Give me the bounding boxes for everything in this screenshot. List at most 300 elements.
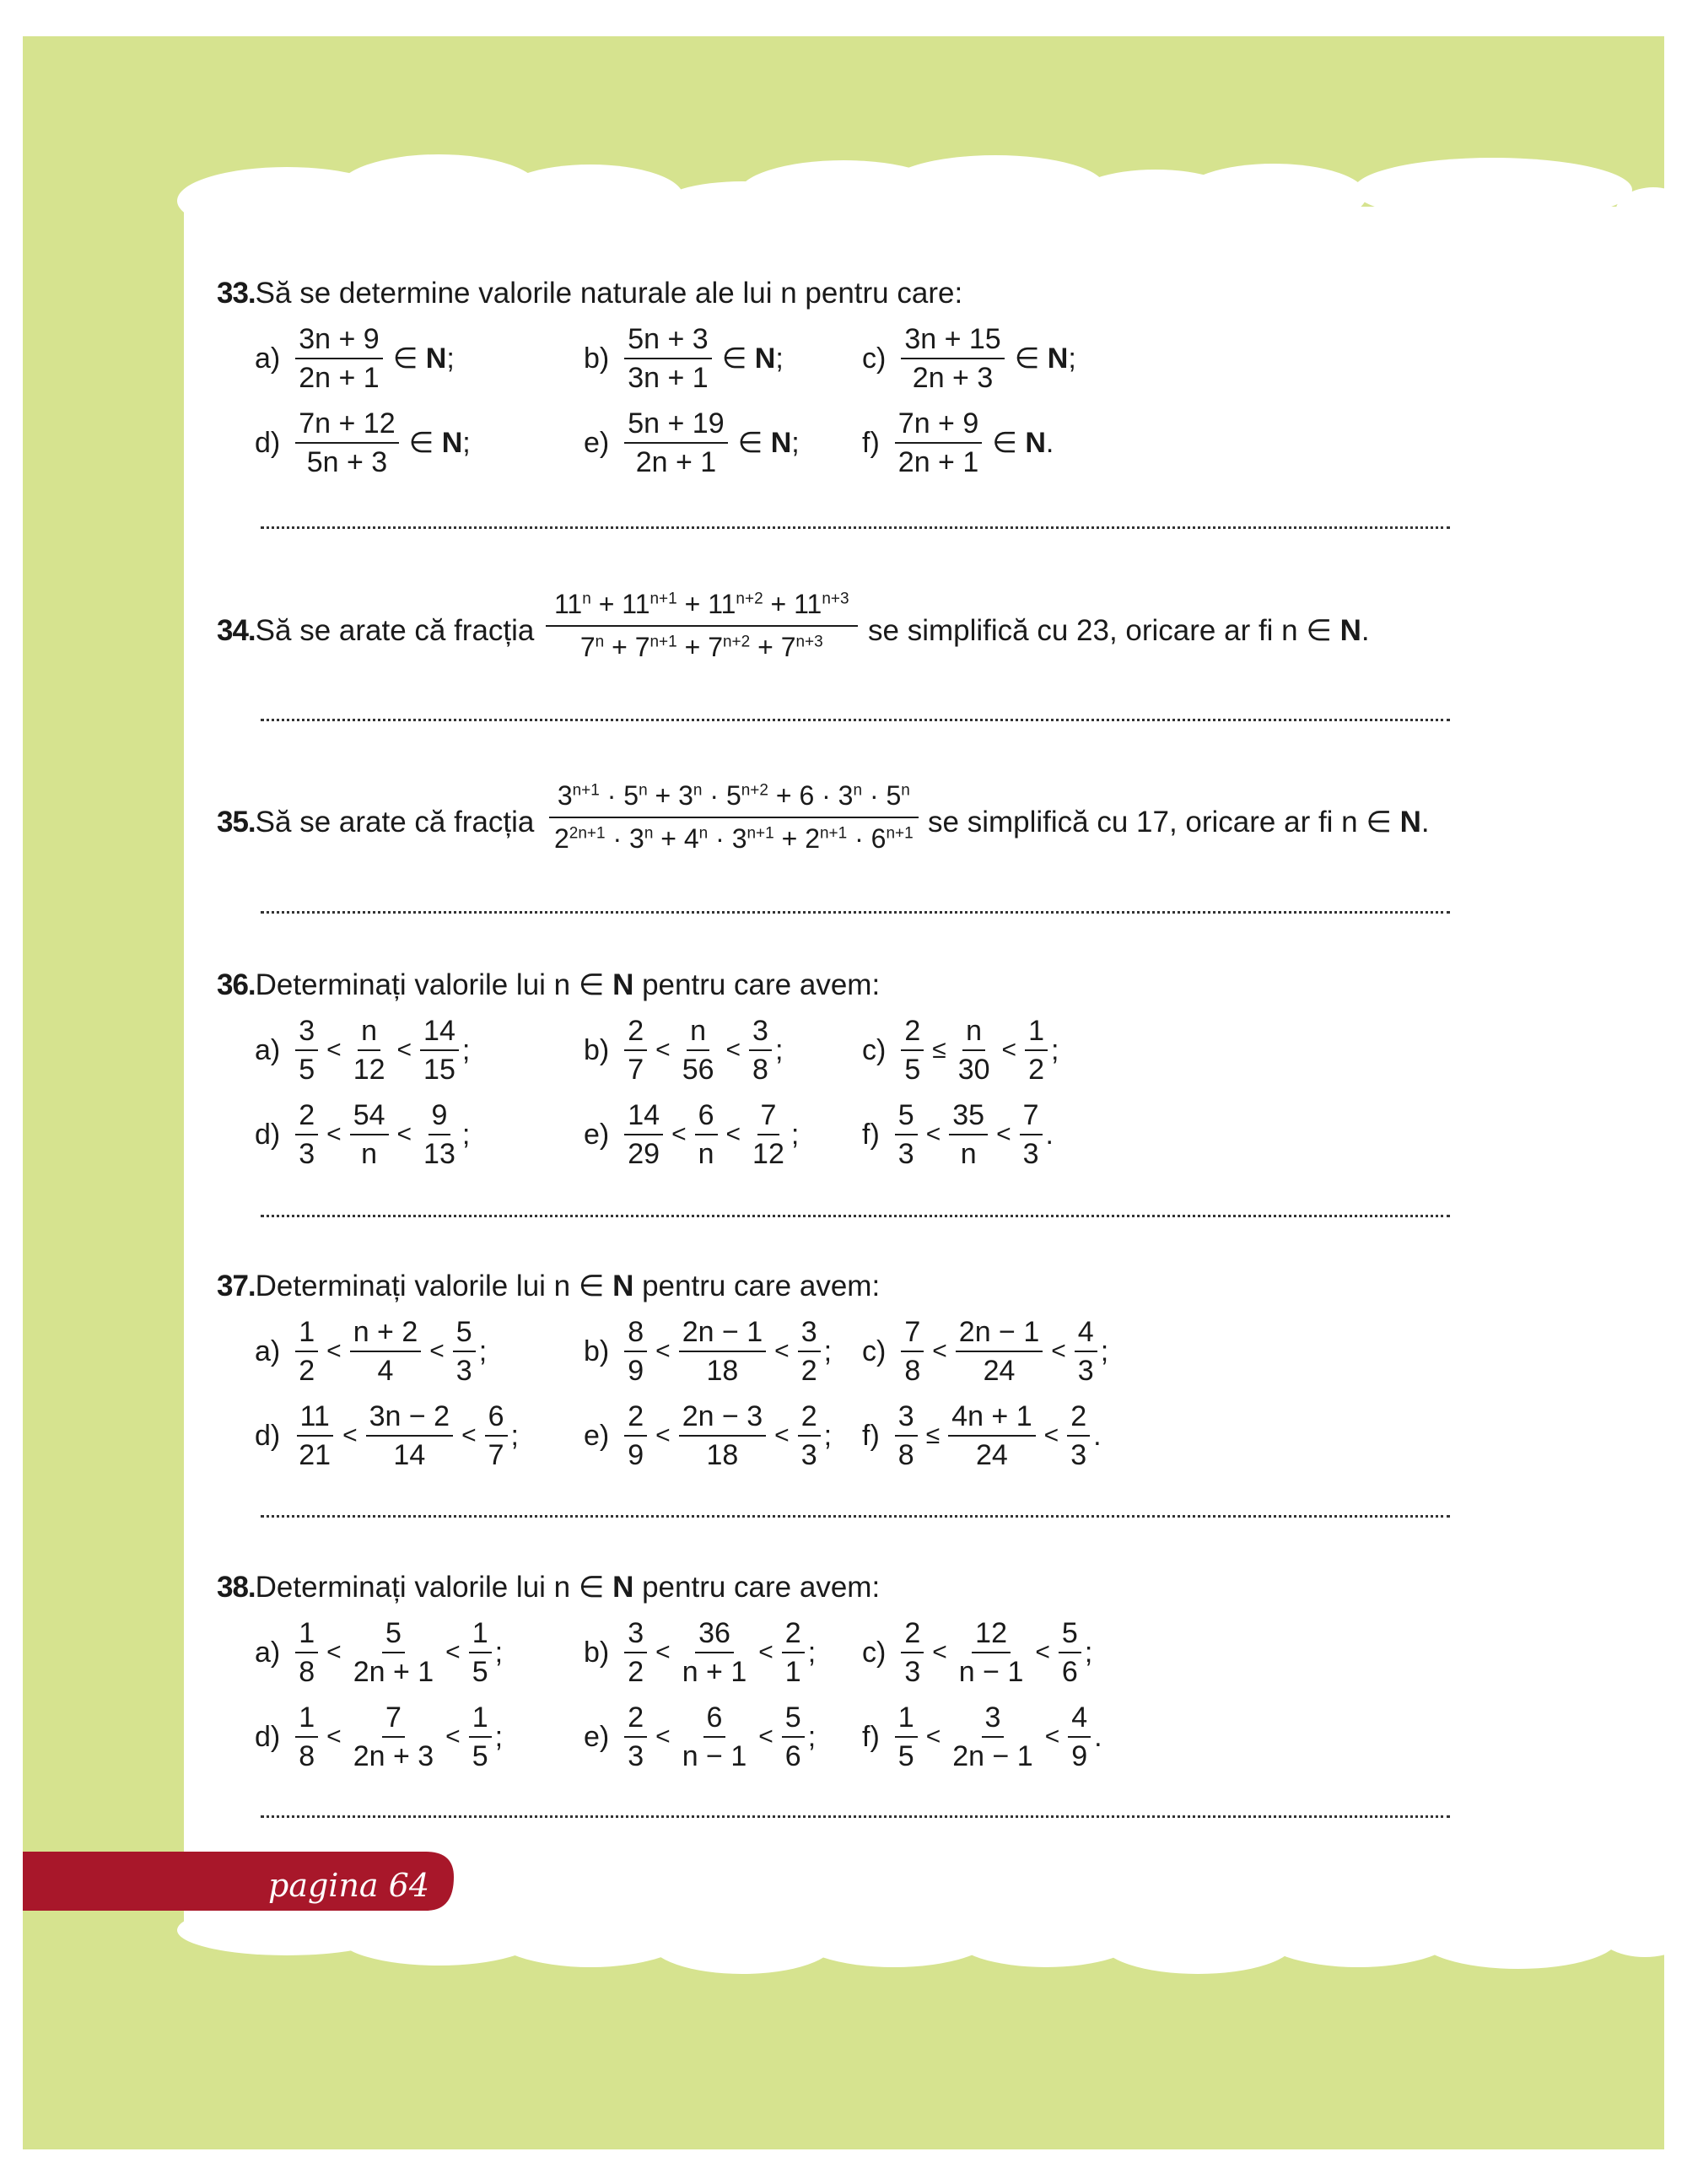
fraction-numerator: 1 bbox=[895, 1699, 918, 1738]
item-tail: ∈ N; bbox=[1014, 342, 1076, 375]
item-tail: . bbox=[1094, 1720, 1102, 1753]
item-tail: ; bbox=[807, 1720, 817, 1753]
operator: < bbox=[932, 1337, 947, 1365]
fraction-numerator: 5 bbox=[382, 1615, 405, 1653]
term-base: · 3 bbox=[708, 823, 747, 854]
item-label: f) bbox=[862, 426, 880, 459]
operator: < bbox=[1044, 1723, 1060, 1750]
term-base: · 3 bbox=[605, 823, 644, 854]
fraction-numerator: 5 bbox=[895, 1097, 918, 1135]
exercise-item bbox=[255, 1097, 470, 1173]
term-base: + 4 bbox=[653, 823, 699, 854]
fraction-denominator: 18 bbox=[706, 1355, 739, 1387]
fraction-numerator: 3 bbox=[749, 1012, 772, 1051]
fraction-numerator: 2 bbox=[624, 1398, 647, 1437]
answer-line bbox=[261, 1215, 1450, 1217]
exercise-33 bbox=[217, 277, 1482, 479]
fraction-denominator: 12 bbox=[752, 1138, 784, 1170]
fraction-denominator: n − 1 bbox=[682, 1740, 747, 1772]
operator: < bbox=[655, 1337, 671, 1365]
fraction-numerator: 35 bbox=[949, 1097, 988, 1135]
fraction-denominator: 7 bbox=[628, 1054, 644, 1086]
item-tail: ; bbox=[823, 1419, 833, 1452]
fraction bbox=[679, 1615, 751, 1691]
answer-line bbox=[261, 719, 1450, 721]
term-exponent: n bbox=[693, 781, 703, 800]
operator: < bbox=[1043, 1421, 1059, 1449]
term-base: + 11 bbox=[763, 589, 822, 619]
fraction-denominator: 8 bbox=[752, 1054, 768, 1086]
fraction-numerator: 6 bbox=[485, 1398, 508, 1437]
term-base: + 2 bbox=[773, 823, 820, 854]
fraction-denominator: 7 bbox=[488, 1439, 504, 1471]
fraction-denominator: 3 bbox=[299, 1138, 315, 1170]
fraction-numerator: 7 bbox=[382, 1699, 405, 1738]
fraction bbox=[949, 1699, 1036, 1775]
fraction-numerator: 3 bbox=[624, 1615, 647, 1653]
term-exponent: n+1 bbox=[886, 824, 914, 843]
operator: < bbox=[758, 1638, 773, 1666]
fraction bbox=[469, 1615, 492, 1691]
fraction bbox=[949, 1097, 988, 1173]
term-exponent: n+1 bbox=[572, 781, 600, 800]
item-label: f) bbox=[862, 1118, 880, 1151]
fraction-denominator: 2n + 1 bbox=[635, 446, 717, 478]
operator: < bbox=[326, 1723, 342, 1750]
answer-line bbox=[261, 1515, 1450, 1518]
fraction-numerator: n bbox=[687, 1012, 709, 1051]
fraction-numerator: 7n + 12 bbox=[295, 405, 398, 444]
fraction-numerator: 5 bbox=[453, 1313, 476, 1352]
fraction-denominator: 2 bbox=[299, 1355, 315, 1387]
answer-line bbox=[261, 526, 1450, 529]
fraction bbox=[679, 1012, 718, 1088]
item-label: d) bbox=[255, 426, 281, 459]
exercise-34 bbox=[217, 589, 1482, 698]
fraction bbox=[485, 1398, 508, 1474]
fraction bbox=[350, 1012, 389, 1088]
fraction-denominator: 2n + 3 bbox=[353, 1740, 434, 1772]
fraction-numerator: 2 bbox=[901, 1012, 924, 1051]
fraction-numerator: 1 bbox=[469, 1615, 492, 1653]
exercise-35-fraction bbox=[546, 780, 922, 855]
exercise-item bbox=[584, 1012, 783, 1088]
fraction-denominator: 12 bbox=[353, 1054, 385, 1086]
item-label: b) bbox=[584, 1636, 610, 1669]
item-tail: ; bbox=[478, 1335, 488, 1367]
fraction-denominator: 3 bbox=[904, 1656, 921, 1688]
fraction-numerator: 3n − 2 bbox=[366, 1398, 453, 1437]
fraction-numerator: 3 bbox=[982, 1699, 1005, 1738]
fraction-denominator: n bbox=[960, 1138, 977, 1170]
fraction bbox=[453, 1313, 476, 1389]
fraction-denominator: 4 bbox=[377, 1355, 394, 1387]
fraction-numerator: 7 bbox=[757, 1097, 780, 1135]
fraction-denominator: 3 bbox=[628, 1740, 644, 1772]
fraction-denominator: 6 bbox=[1061, 1656, 1078, 1688]
item-label: c) bbox=[862, 1636, 887, 1669]
operator: < bbox=[1051, 1337, 1066, 1365]
item-tail: ; bbox=[774, 1033, 784, 1066]
item-label: b) bbox=[584, 1033, 610, 1066]
fraction-numerator: 3 bbox=[895, 1398, 918, 1437]
item-tail: ; bbox=[494, 1720, 504, 1753]
fraction-denominator: 5 bbox=[472, 1656, 488, 1688]
fraction-numerator: 3 bbox=[798, 1313, 821, 1352]
term-exponent: n bbox=[698, 824, 709, 843]
operator: < bbox=[774, 1337, 790, 1365]
fraction bbox=[695, 1097, 718, 1173]
exercise-item bbox=[862, 1012, 1059, 1088]
term-base: · 5 bbox=[862, 780, 902, 811]
item-label: e) bbox=[584, 1720, 610, 1753]
fraction-denominator: 8 bbox=[299, 1656, 315, 1688]
operator: < bbox=[725, 1120, 741, 1148]
fraction-denominator: n bbox=[698, 1138, 714, 1170]
exercise-item bbox=[584, 405, 800, 481]
operator: < bbox=[655, 1638, 671, 1666]
fraction-denominator: 3 bbox=[1077, 1355, 1094, 1387]
operator: < bbox=[326, 1120, 342, 1148]
operator: < bbox=[445, 1638, 461, 1666]
term-base: 7 bbox=[579, 632, 596, 662]
item-label: d) bbox=[255, 1419, 281, 1452]
fraction-numerator: 5 bbox=[782, 1699, 805, 1738]
fraction-numerator bbox=[546, 589, 858, 627]
fraction bbox=[624, 1398, 647, 1474]
operator: < bbox=[1035, 1638, 1050, 1666]
exercise-item bbox=[255, 321, 455, 396]
fraction-denominator: 14 bbox=[393, 1439, 426, 1471]
item-tail: ∈ N. bbox=[992, 427, 1054, 459]
item-label: e) bbox=[584, 1118, 610, 1151]
fraction bbox=[624, 321, 711, 396]
fraction-numerator: 1 bbox=[295, 1699, 318, 1738]
term-base: 11 bbox=[554, 589, 583, 619]
exercise-number: 37. bbox=[217, 1270, 256, 1302]
fraction-denominator: 56 bbox=[682, 1054, 714, 1086]
fraction-numerator: 14 bbox=[420, 1012, 459, 1051]
operator: < bbox=[396, 1120, 412, 1148]
fraction-numerator: 4n + 1 bbox=[948, 1398, 1035, 1437]
operator: < bbox=[461, 1421, 477, 1449]
exercise-34-after: se simplifică cu 23, oricare ar fi n ∈ N. bbox=[868, 614, 1370, 647]
fraction-numerator: 7 bbox=[901, 1313, 924, 1352]
exercise-36 bbox=[217, 968, 1482, 1171]
fraction-denominator: 13 bbox=[423, 1138, 455, 1170]
term-exponent: n+1 bbox=[649, 633, 677, 651]
fraction bbox=[895, 405, 982, 481]
fraction-numerator: 2 bbox=[624, 1699, 647, 1738]
answer-line bbox=[261, 1815, 1450, 1818]
exercise-text: Determinați valorile lui n ∈ N pentru care avem: bbox=[255, 968, 881, 1001]
fraction-numerator: 1 bbox=[1025, 1012, 1048, 1051]
operator: < bbox=[925, 1723, 941, 1750]
item-tail: ; bbox=[461, 1118, 471, 1151]
fraction-numerator: n bbox=[962, 1012, 985, 1051]
operator: < bbox=[655, 1036, 671, 1064]
fraction bbox=[350, 1699, 437, 1775]
exercise-item bbox=[255, 405, 471, 481]
operator: < bbox=[445, 1723, 461, 1750]
fraction bbox=[295, 1398, 334, 1474]
exercise-text: Să se determine valorile naturale ale lui n pentru care: bbox=[255, 277, 963, 310]
fraction-denominator: 5 bbox=[472, 1740, 488, 1772]
item-label: a) bbox=[255, 1033, 281, 1066]
operator: < bbox=[429, 1337, 445, 1365]
fraction-denominator: 3n + 1 bbox=[628, 362, 709, 394]
fraction-numerator: 2 bbox=[1067, 1398, 1090, 1437]
fraction-denominator: 24 bbox=[976, 1439, 1008, 1471]
fraction-numerator: 5n + 3 bbox=[624, 321, 711, 359]
operator: < bbox=[725, 1036, 741, 1064]
fraction bbox=[948, 1398, 1035, 1474]
fraction bbox=[749, 1012, 772, 1088]
operator: ≤ bbox=[925, 1421, 941, 1449]
fraction-denominator: n bbox=[361, 1138, 378, 1170]
fraction-denominator: 9 bbox=[628, 1355, 644, 1387]
term-exponent: n+2 bbox=[722, 633, 751, 651]
fraction bbox=[901, 1313, 924, 1389]
fraction bbox=[1068, 1699, 1091, 1775]
fraction bbox=[350, 1615, 437, 1691]
fraction-denominator: 29 bbox=[628, 1138, 660, 1170]
term-exponent: n+3 bbox=[822, 590, 849, 608]
operator: < bbox=[925, 1120, 941, 1148]
fraction-denominator: 6 bbox=[784, 1740, 801, 1772]
fraction-numerator: 1 bbox=[295, 1615, 318, 1653]
fraction bbox=[295, 1097, 318, 1173]
item-tail: ; bbox=[1084, 1636, 1093, 1669]
exercise-37-title bbox=[217, 1270, 880, 1303]
fraction-numerator: 6 bbox=[695, 1097, 718, 1135]
fraction-numerator: 9 bbox=[428, 1097, 451, 1135]
fraction-denominator: 8 bbox=[299, 1740, 315, 1772]
fraction-numerator: 4 bbox=[1068, 1699, 1091, 1738]
item-tail: ∈ N; bbox=[392, 342, 455, 375]
exercise-item bbox=[584, 1097, 799, 1173]
exercise-item bbox=[584, 1615, 816, 1691]
exercise-number: 34. bbox=[217, 614, 256, 647]
term-exponent: n bbox=[639, 781, 648, 800]
term-exponent: n bbox=[853, 781, 863, 800]
fraction-numerator: 5n + 19 bbox=[624, 405, 727, 444]
exercise-33-title bbox=[217, 277, 962, 310]
term-base: · 6 bbox=[847, 823, 887, 854]
fraction-denominator: 3 bbox=[897, 1138, 914, 1170]
fraction bbox=[366, 1398, 453, 1474]
exercise-number: 36. bbox=[217, 968, 256, 1001]
fraction-denominator: 15 bbox=[423, 1054, 455, 1086]
term-base: + 11 bbox=[590, 589, 650, 619]
fraction-denominator: 9 bbox=[628, 1439, 644, 1471]
fraction-numerator: n bbox=[358, 1012, 380, 1051]
fraction bbox=[782, 1615, 805, 1691]
fraction-numerator: 14 bbox=[624, 1097, 663, 1135]
item-tail: ; bbox=[461, 1033, 471, 1066]
fraction-numerator: 12 bbox=[972, 1615, 1011, 1653]
exercise-text: Determinați valorile lui n ∈ N pentru care avem: bbox=[255, 1571, 881, 1604]
exercise-35-title bbox=[217, 806, 534, 839]
item-label: d) bbox=[255, 1118, 281, 1151]
exercise-item bbox=[862, 321, 1076, 396]
exercise-text: Să se arate că fracția bbox=[255, 806, 535, 839]
operator: < bbox=[1001, 1036, 1017, 1064]
fraction-denominator: n − 1 bbox=[958, 1656, 1024, 1688]
exercise-37 bbox=[217, 1270, 1482, 1472]
fraction-numerator: 3n + 9 bbox=[295, 321, 382, 359]
term-exponent: 2n+1 bbox=[569, 824, 606, 843]
term-base: 2 bbox=[554, 823, 569, 854]
fraction bbox=[782, 1699, 805, 1775]
fraction bbox=[895, 1097, 918, 1173]
term-base: 3 bbox=[557, 780, 573, 811]
fraction-denominator: 5 bbox=[897, 1740, 914, 1772]
fraction-denominator: 24 bbox=[983, 1355, 1016, 1387]
operator: < bbox=[326, 1337, 342, 1365]
item-label: b) bbox=[584, 342, 610, 375]
exercise-38-title bbox=[217, 1571, 880, 1604]
exercise-item bbox=[584, 321, 784, 396]
exercise-36-title bbox=[217, 968, 880, 1002]
item-tail: ∈ N; bbox=[737, 427, 800, 459]
item-tail: ∈ N; bbox=[408, 427, 471, 459]
fraction-numerator: 3n + 15 bbox=[901, 321, 1004, 359]
fraction-numerator: 2 bbox=[782, 1615, 805, 1653]
item-tail: . bbox=[1093, 1419, 1102, 1452]
answer-line bbox=[261, 911, 1450, 914]
term-exponent: n+2 bbox=[741, 781, 768, 800]
operator: < bbox=[774, 1421, 790, 1449]
exercise-item bbox=[584, 1313, 832, 1389]
term-exponent: n bbox=[582, 590, 591, 608]
fraction bbox=[295, 405, 398, 481]
exercise-item bbox=[862, 1699, 1102, 1775]
fraction-denominator: 8 bbox=[904, 1355, 921, 1387]
fraction bbox=[295, 1699, 318, 1775]
item-tail: ; bbox=[1051, 1033, 1059, 1066]
fraction-denominator: 3 bbox=[1022, 1138, 1039, 1170]
fraction bbox=[624, 1699, 647, 1775]
fraction bbox=[679, 1313, 766, 1389]
fraction bbox=[956, 1313, 1043, 1389]
item-tail: ; bbox=[807, 1636, 817, 1669]
fraction-denominator: 2 bbox=[800, 1355, 817, 1387]
exercise-34-fraction bbox=[546, 589, 858, 663]
item-label: c) bbox=[862, 1335, 887, 1367]
fraction bbox=[1075, 1313, 1097, 1389]
fraction bbox=[1059, 1615, 1081, 1691]
fraction bbox=[1025, 1012, 1048, 1088]
item-label: d) bbox=[255, 1720, 281, 1753]
exercise-number: 33. bbox=[217, 277, 256, 310]
fraction-denominator: 8 bbox=[897, 1439, 914, 1471]
fraction-numerator: 8 bbox=[624, 1313, 647, 1352]
term-base: + 3 bbox=[647, 780, 693, 811]
fraction bbox=[901, 1012, 924, 1088]
fraction-numerator: 11 bbox=[297, 1398, 333, 1437]
fraction bbox=[956, 1615, 1027, 1691]
fraction-denominator: 21 bbox=[299, 1439, 331, 1471]
operator: < bbox=[655, 1421, 671, 1449]
fraction bbox=[295, 321, 382, 396]
exercise-item bbox=[255, 1615, 503, 1691]
fraction bbox=[895, 1699, 918, 1775]
operator: < bbox=[326, 1638, 342, 1666]
item-label: a) bbox=[255, 1335, 281, 1367]
term-exponent: n bbox=[595, 633, 605, 651]
operator: < bbox=[996, 1120, 1011, 1148]
fraction-denominator: 2n + 1 bbox=[353, 1656, 434, 1688]
fraction-denominator bbox=[546, 818, 922, 855]
exercise-item bbox=[584, 1398, 832, 1474]
fraction-denominator: 2 bbox=[628, 1656, 644, 1688]
fraction-denominator: 2n − 1 bbox=[952, 1740, 1033, 1772]
fraction-denominator: 30 bbox=[957, 1054, 990, 1086]
term-base: + 6 · 3 bbox=[768, 780, 854, 811]
fraction-numerator: 2 bbox=[901, 1615, 924, 1653]
fraction bbox=[350, 1097, 389, 1173]
fraction bbox=[350, 1313, 422, 1389]
term-base: + 7 bbox=[750, 632, 796, 662]
fraction bbox=[679, 1699, 751, 1775]
item-tail: ; bbox=[790, 1118, 800, 1151]
fraction-denominator bbox=[572, 627, 832, 663]
fraction-denominator: 5 bbox=[904, 1054, 921, 1086]
fraction bbox=[469, 1699, 492, 1775]
term-base: + 11 bbox=[676, 589, 736, 619]
term-exponent: n bbox=[901, 781, 910, 800]
fraction bbox=[295, 1313, 318, 1389]
fraction bbox=[624, 1097, 663, 1173]
operator: < bbox=[758, 1723, 773, 1750]
item-tail: ; bbox=[494, 1636, 504, 1669]
exercise-item bbox=[862, 1398, 1102, 1474]
fraction bbox=[901, 321, 1004, 396]
exercise-34-title bbox=[217, 614, 534, 648]
fraction-denominator: 3 bbox=[455, 1355, 472, 1387]
term-exponent: n+2 bbox=[736, 590, 763, 608]
exercise-number: 38. bbox=[217, 1571, 256, 1604]
exercise-item bbox=[862, 1615, 1092, 1691]
exercise-item bbox=[255, 1398, 519, 1474]
fraction bbox=[1067, 1398, 1090, 1474]
item-label: f) bbox=[862, 1419, 880, 1452]
fraction bbox=[749, 1097, 788, 1173]
fraction-numerator: 7n + 9 bbox=[895, 405, 982, 444]
fraction-numerator: 54 bbox=[350, 1097, 389, 1135]
exercise-item bbox=[584, 1699, 816, 1775]
fraction bbox=[624, 1615, 647, 1691]
fraction bbox=[895, 1398, 918, 1474]
fraction bbox=[624, 1313, 647, 1389]
fraction-denominator: 2 bbox=[1028, 1054, 1044, 1086]
fraction bbox=[420, 1097, 459, 1173]
exercise-text: Determinați valorile lui n ∈ N pentru care avem: bbox=[255, 1270, 881, 1302]
fraction-denominator: 5 bbox=[299, 1054, 315, 1086]
item-tail: ; bbox=[1100, 1335, 1109, 1367]
fraction-numerator: 36 bbox=[695, 1615, 734, 1653]
item-tail: ; bbox=[510, 1419, 519, 1452]
fraction-denominator: 5n + 3 bbox=[306, 446, 388, 478]
fraction-numerator: 4 bbox=[1075, 1313, 1097, 1352]
fraction-denominator: 1 bbox=[784, 1656, 801, 1688]
exercise-35-after: se simplifică cu 17, oricare ar fi n ∈ N. bbox=[928, 806, 1430, 839]
fraction-denominator: 2n + 1 bbox=[897, 446, 979, 478]
exercise-text: Să se arate că fracția bbox=[255, 614, 535, 647]
term-exponent: n+3 bbox=[795, 633, 823, 651]
fraction-numerator: 5 bbox=[1059, 1615, 1081, 1653]
